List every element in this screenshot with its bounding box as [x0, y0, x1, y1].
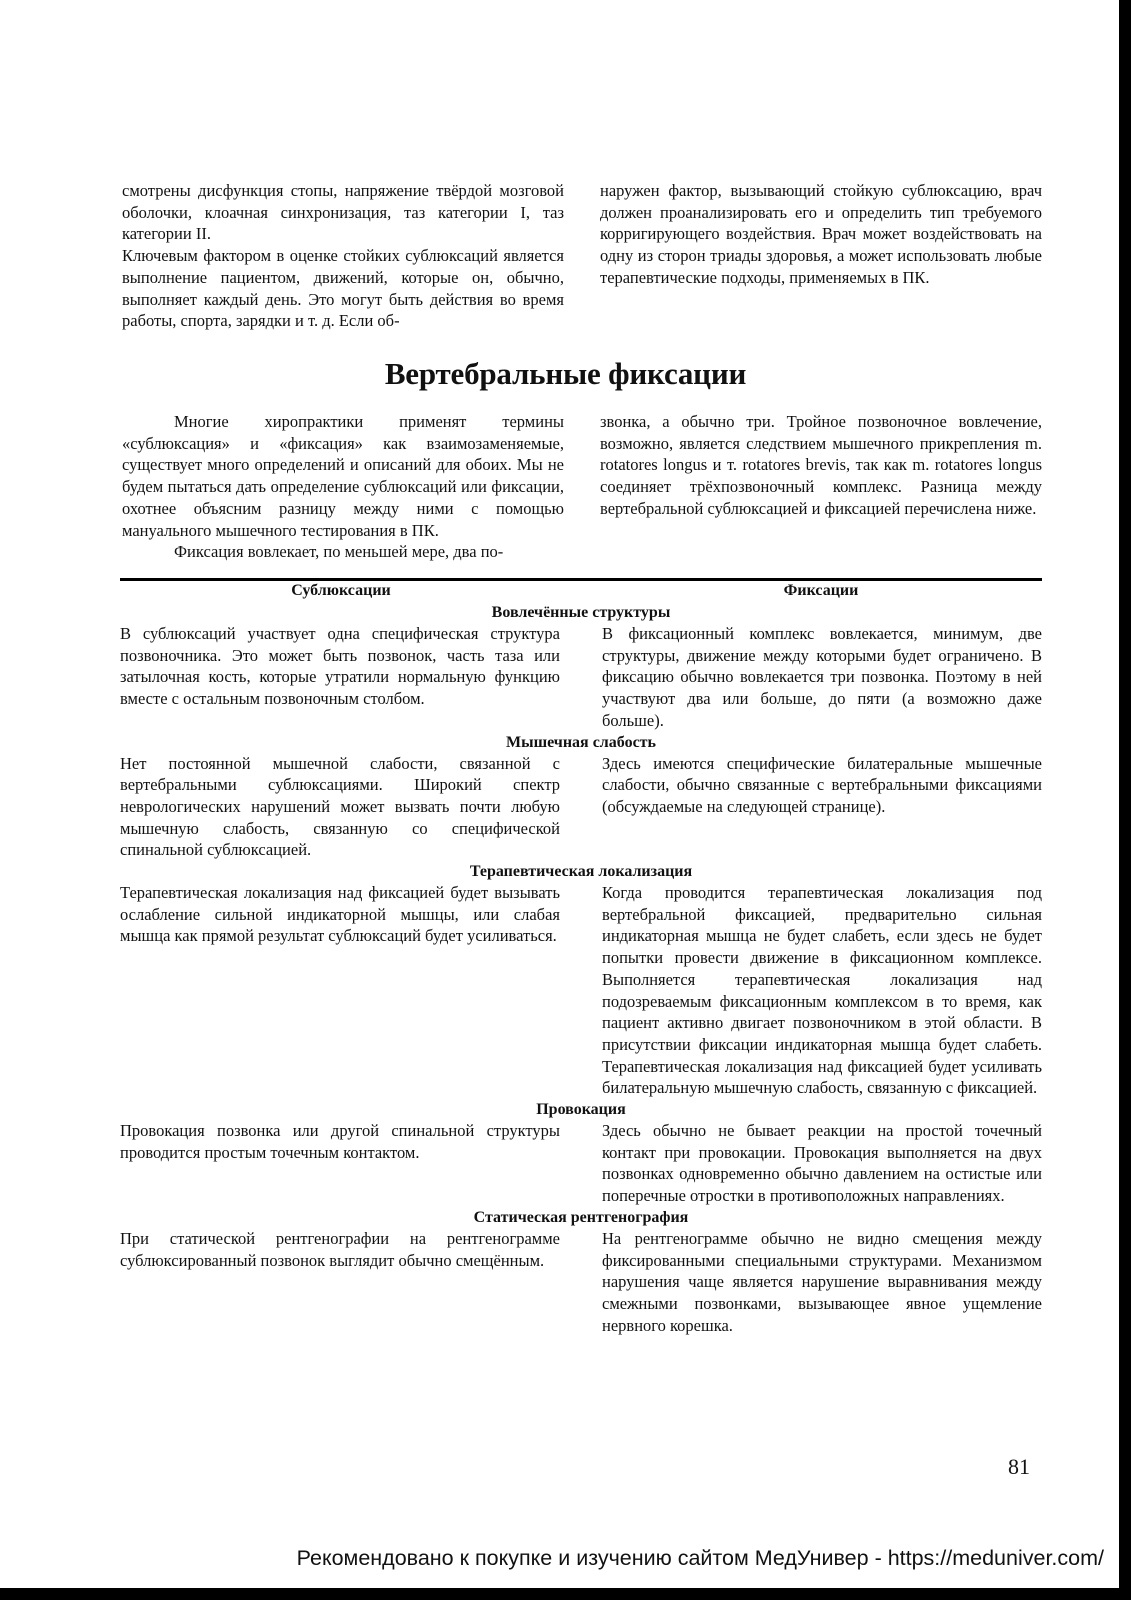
header-subluxations: Сублюксации	[291, 582, 391, 599]
subluxation-cell: При статической рентгенографии на рентгенограмме сублюксированный позвонок выглядит обычно смещённым.	[120, 1228, 560, 1270]
table-row	[120, 1120, 1042, 1207]
scan-edge-bottom	[0, 1588, 1131, 1600]
intro-columns	[122, 180, 1042, 332]
table-row	[120, 882, 1042, 1099]
subluxation-cell: Провокация позвонка или другой спинальной структуры проводится простым точечным контактом.	[120, 1121, 560, 1162]
section-intro-columns	[122, 411, 1042, 563]
footer-recommendation: Рекомендовано к покупке и изучению сайтом МедУнивер - https://meduniver.com/	[296, 1546, 1104, 1570]
section-heading-static-radiography: Статическая рентгенография	[473, 1208, 689, 1226]
fixation-cell: Здесь обычно не бывает реакции на простой точечный контакт при провокации. Провокация выполняется на двух позвонках одновременно обычно давлением на остистые или поперечные отростки в противоположных направлениях.	[602, 1121, 1042, 1206]
section-heading-structures: Вовлечённые структуры	[491, 604, 671, 621]
fixation-cell: Здесь имеются специфические билатеральные мышечные слабости, обычно связанные с вертебральными фиксациями (обсуждаемые на следующей странице).	[602, 753, 1042, 816]
section-title: Вертебральные фиксации	[384, 356, 747, 391]
fixation-cell: Когда проводится терапевтическая локализация под вертебральной фиксацией, предварительно сильная индикаторная мышца не будет слабеть, если здесь не будет попытки провести движение в фиксационном комплексе. Выполняется терапевтическая локализация над подозреваемым фиксационным комплексом в то время, как пациент активно двигает позвоночником в этой области. В присутствии фиксации индикаторная мышца будет слабеть. Терапевтическая локализация над фиксацией будет усиливать билатеральную мышечную слабость, связанную с фиксацией.	[602, 883, 1042, 1098]
intro-left-column	[122, 180, 564, 332]
subluxation-cell: В сублюксаций участвует одна специфическая структура позвоночника. Это может быть позвонок, часть таза или затылочная кость, которые утратили нормальную функцию вместе с остальным позвоночным столбом.	[120, 624, 560, 709]
scan-edge-right	[1119, 0, 1131, 1600]
fixation-cell: В фиксационный комплекс вовлекается, минимум, две структуры, движение между которыми будет ограничено. В фиксацию обычно вовлекается три позвонка. Поэтому в ней участвуют два или больше, до пяти (а возможно даже больше).	[602, 624, 1042, 730]
header-fixations: Фиксации	[783, 582, 859, 599]
section-heading-provocation: Провокация	[536, 1101, 626, 1119]
section-intro-left-paragraph-1: Многие хиропрактики применят термины «сублюксация» и «фиксация» как взаимозаменяемые, существует много определений и описаний для обоих. Мы не будем пытаться дать определение сублюксаций или фиксации, охотнее объясним разницу между ними с помощью мануального мышечного тестирования в ПК.	[122, 412, 564, 540]
fixation-cell: На рентгенограмме обычно не видно смещения между фиксированными специальными структурами. Механизмом нарушения чаще является нарушение выравнивания между смежными позвонками, вызывающее явное ущемление нервного корешка.	[602, 1228, 1042, 1335]
intro-left-paragraph-2: Ключевым фактором в оценке стойких сублюксаций является выполнение пациентом, движений, которые он, обычно, выполняет каждый день. Это могут быть действия во время работы, спорта, зарядки и т. д. Если об-	[122, 246, 564, 331]
subluxation-cell: Терапевтическая локализация над фиксацией будет вызывать ослабление сильной индикаторной мышцы, или слабая мышца как прямой результат сублюксаций будет усиливаться.	[120, 883, 560, 946]
table-row	[120, 753, 1042, 862]
section-heading-therapy-localization: Терапевтическая локализация	[469, 863, 693, 881]
comparison-table	[120, 580, 1042, 1336]
section-intro-left-paragraph-2: Фиксация вовлекает, по меньшей мере, два по-	[174, 542, 504, 562]
section-intro-right-paragraph-1: звонка, а обычно три. Тройное позвоночное вовлечение, возможно, является следствием мышечного прикрепления m. rotatores longus и т. rotatores brevis, так как m. rotatores longus соединяет трёхпозвоночный комплекс. Разница между вертебральной сублюксацией и фиксацией перечислена ниже.	[600, 412, 1042, 518]
intro-right-column	[600, 180, 1042, 332]
section-intro-right-column	[600, 411, 1042, 563]
section-heading-muscle-weakness: Мышечная слабость	[506, 733, 656, 751]
intro-right-paragraph-1: наружен фактор, вызывающий стойкую сублюксацию, врач должен проанализировать его и определить тип требуемого корригирующего воздействия. Врач может воздействовать на одну из сторон триады здоровья, а может использовать любые терапевтические подходы, применяемых в ПК.	[600, 181, 1042, 287]
table-row	[120, 623, 1042, 732]
table-header-row	[120, 580, 1042, 602]
subluxation-cell: Нет постоянной мышечной слабости, связанной с вертебральными сублюксациями. Широкий спектр неврологических нарушений может вызвать почти любую мышечную слабость, связанную со специфической спинальной сублюксацией.	[120, 753, 560, 860]
section-intro-left-column	[122, 411, 564, 563]
intro-left-paragraph-1: смотрены дисфункция стопы, напряжение твёрдой мозговой оболочки, клоачная синхронизация, таз категории I, таз категории II.	[122, 181, 564, 244]
page-number: 81	[1008, 1454, 1030, 1479]
table-row	[120, 1228, 1042, 1337]
